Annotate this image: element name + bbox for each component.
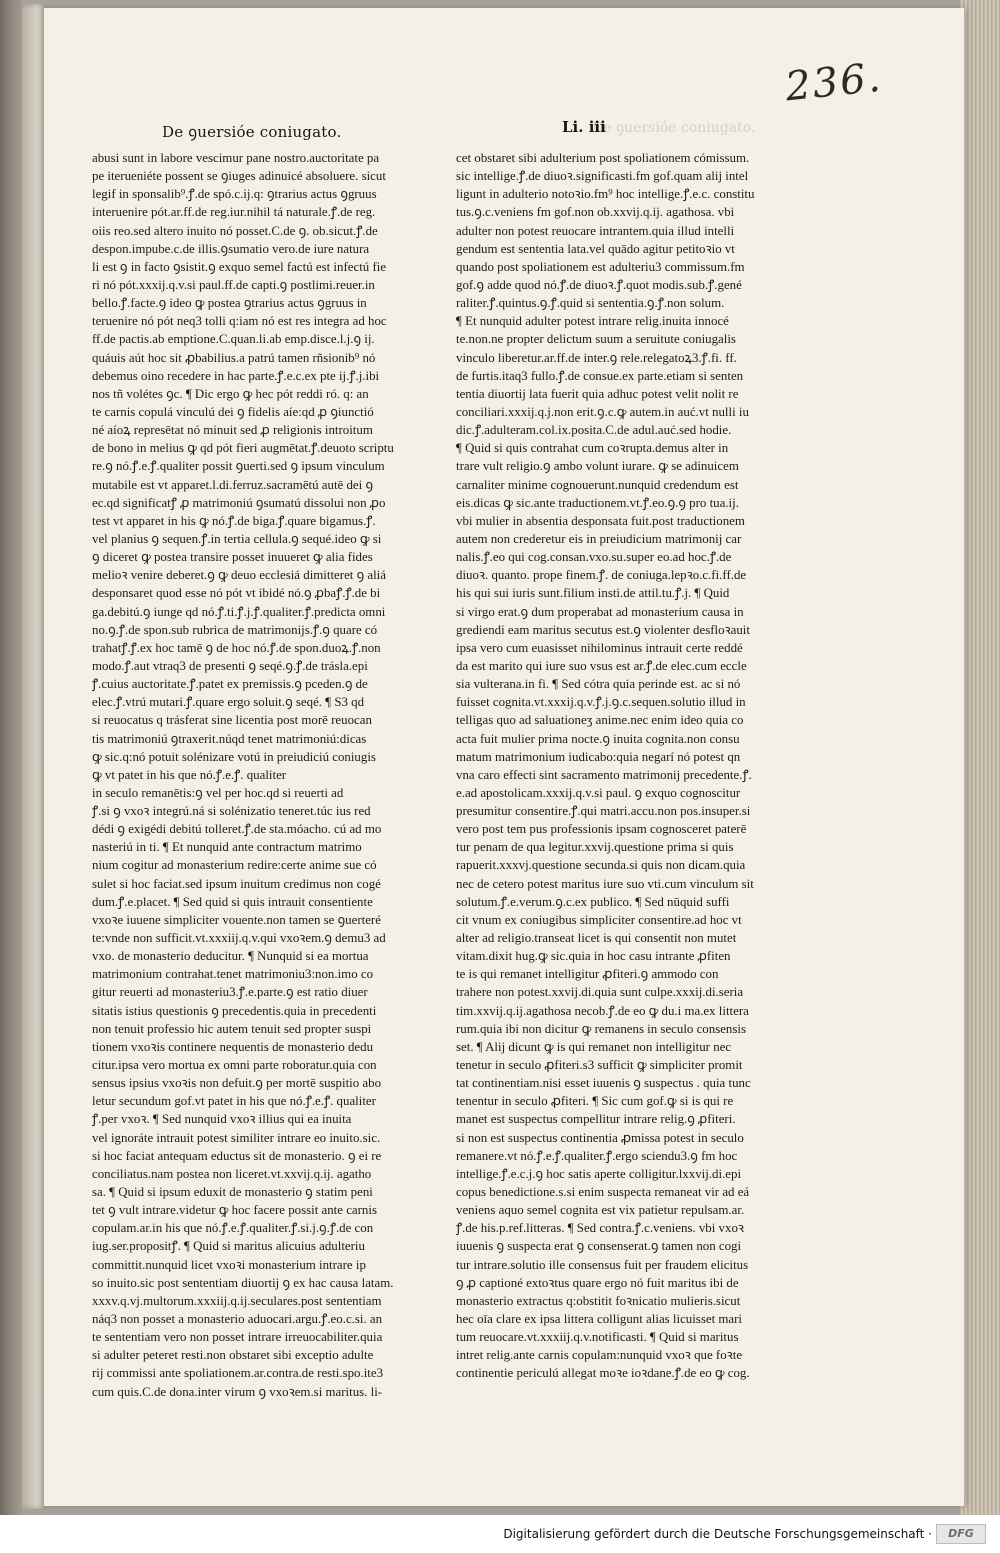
text-line: dic.ꝭ.adulteram.col.ix.posita.C.de adul.auć.sed hodie. bbox=[456, 423, 732, 438]
text-line: his qui sui iuris sunt.filium insti.de attil.tu.ꝭ.j. ¶ Quid bbox=[456, 586, 730, 601]
text-line: citur.ipsa vero mortua ex omni parte roboratur.quia con bbox=[92, 1058, 377, 1073]
footer-bar bbox=[0, 1515, 1000, 1553]
text-line: non tenuit professio hic autem tenuit sed propter suspi bbox=[92, 1021, 372, 1036]
text-line: si reuocatus q trásferat sine licentia post morē reuocan bbox=[92, 713, 372, 728]
text-line: melioꝛ venire deberet.ꝯ ꝙ deuo ecclesiá dimitteret ꝯ aliá bbox=[92, 568, 386, 583]
text-line: desponsaret quod esse nó pót vt ibidé nó.ꝯ ꝓbaꝭ.ꝭ.de bi bbox=[92, 586, 381, 601]
text-line: de furtis.itaq3 fullo.ꝭ.de consue.ex parte.etiam si senten bbox=[456, 368, 744, 383]
text-line: te is qui remanet intelligitur ꝓfiteri.ꝯ ammodo con bbox=[456, 967, 719, 982]
text-line: matum matrimonium iudicabo:quia negarí nó potest qn bbox=[456, 749, 741, 764]
text-line: sulet si hoc faciat.sed ipsum inuitum credimus non cogé bbox=[92, 876, 381, 891]
text-line: acta fuit mulier prima nocte.ꝯ inuita cognita.non consu bbox=[456, 731, 740, 746]
text-line: in seculo remanētis:ꝯ vel per hoc.qd si reuerti ad bbox=[92, 785, 344, 800]
text-line: si adulter peteret resti.non obstaret sibi exceptio adulte bbox=[92, 1348, 374, 1363]
text-line: sensus ipsius vxoꝛis non defuit.ꝯ per mortē suspitio abo bbox=[92, 1076, 382, 1091]
text-line: committit.nunquid licet vxoꝛi monasterium intrare ip bbox=[92, 1257, 366, 1272]
text-line: ipsa vero cum euasisset nihilominus intrauit certe reddé bbox=[456, 640, 743, 655]
text-line: ga.debitú.ꝯ iunge qd nó.ꝭ.ti.ꝭ.j.ꝭ.qualiter.ꝭ.predicta omni bbox=[92, 604, 386, 619]
text-line: gof.ꝯ adde quod nó.ꝭ.de diuoꝛ.ꝭ.quot modis.sub.ꝭ.gené bbox=[456, 277, 742, 292]
text-line: tat continentiam.nisi esset iuuenis ꝯ suspectus . quia tunc bbox=[456, 1076, 751, 1091]
text-line: so inuito.sic post sententiam diuortij ꝯ ex hac causa latam. bbox=[92, 1275, 394, 1290]
text-line: tenentur in seculo ꝓfiteri. ¶ Sic cum gof.ꝙ si is qui re bbox=[456, 1094, 734, 1109]
text-line: nium cogitur ad monasterium redire:certe anime sue có bbox=[92, 858, 377, 873]
text-line: debemus oino recedere in hac parte.ꝭ.e.c.ex pte ij.ꝭ.j.ibi bbox=[92, 368, 380, 383]
text-line: despon.impube.c.de illis.ꝯsumatio vero.de iure natura bbox=[92, 241, 370, 256]
text-line: ff.de pactis.ab emptione.C.quan.li.ab emp.disce.l.j.ꝯ ij. bbox=[92, 332, 375, 347]
text-line: vinculo liberetur.ar.ff.de inter.ꝯ rele.relegatoꝝ3.ꝭ.fi. ff. bbox=[456, 350, 737, 365]
text-line: carnaliter minime cognouerunt.nunquid credendum est bbox=[456, 477, 739, 492]
text-line: ligunt in adulterio notoꝛio.fm⁹ hoc intellige.ꝭ.e.c. constitu bbox=[456, 187, 755, 202]
text-line: sitatis istius questionis ꝯ precedentis.quia in precedenti bbox=[92, 1003, 377, 1018]
text-line: ꝙ sic.q:nó potuit solénizare votú in preiudiciú coniugis bbox=[92, 749, 376, 764]
text-line: gendum est sententia lata.vel quādo agitur petitoꝛio vt bbox=[456, 241, 735, 256]
text-line: conciliatus.nam postea non liceret.vt.xxvij.q.ij. agatho bbox=[92, 1166, 372, 1181]
text-line: adulter non potest reuocare intrantem.quia illud intelli bbox=[456, 223, 735, 238]
running-head: De ꝯuersióe coniugato. bbox=[162, 123, 342, 141]
text-line: te.non.ne propter delictum suum a seruitute coniugalis bbox=[456, 332, 736, 347]
text-line: rapuerit.xxxvj.questione secunda.si quis non dicam.quia bbox=[456, 858, 746, 873]
text-line: legif in sponsalib⁹.ꝭ.de spó.c.ij.q: ꝯtrarius actus ꝯgruus bbox=[92, 187, 377, 202]
text-line: no.ꝯ.ꝭ.de spon.sub rubrica de matrimonijs.ꝭ.ꝯ quare có bbox=[92, 622, 378, 637]
text-line: conciliari.xxxij.q.j.non erit.ꝯ.c.ꝙ autem.in auć.vt nulli iu bbox=[456, 404, 749, 419]
text-line: oiis reo.sed altero inuito nó posset.C.de ꝯ. ob.sicut.ꝭ.de bbox=[92, 223, 378, 238]
book-spine bbox=[0, 0, 22, 1515]
text-line: tur intrare.solutio ille consensus fuit per fraudem elicitus bbox=[456, 1257, 749, 1272]
text-line: ¶ Quid si quis contrahat cum coꝛrupta.demus alter in bbox=[456, 441, 729, 456]
text-line: veniens aquo semel cognita est vix patietur repulsam.ar. bbox=[456, 1203, 745, 1218]
text-line: vbi mulier in absentia desponsata fuit.post traductionem bbox=[456, 513, 745, 528]
text-line: abusi sunt in labore vescimur pane nostro.auctoritate pa bbox=[92, 151, 380, 165]
text-line: matrimonium contrahat.tenet matrimoniu3:non.imo co bbox=[92, 967, 374, 982]
show-through-text: De ꝯuersióe coniugato. bbox=[592, 120, 756, 136]
folio-signature: Li. iii bbox=[562, 118, 606, 136]
text-line: dum.ꝭ.e.placet. ¶ Sed quid si quis intrauit consentiente bbox=[92, 894, 373, 909]
text-line: rum.quia ibi non dicitur ꝙ remanens in seculo consensis bbox=[456, 1021, 746, 1036]
text-line: mutabile est vt apparet.l.di.ferruz.sacramētú autē dei ꝯ bbox=[92, 477, 374, 492]
text-line: da est marito qui iure suo vsus est ar.ꝭ.de elec.cum eccle bbox=[456, 658, 747, 673]
text-line: ꝯ diceret ꝙ postea transire posset inuueret ꝙ alia fides bbox=[92, 550, 373, 565]
text-line: letur secundum gof.vt patet in his que nó.ꝭ.e.ꝭ. qualiter bbox=[92, 1094, 376, 1109]
text-line: ꝯ ꝓ captioné extoꝛtus quare ergo nó fuit maritus ibi de bbox=[456, 1275, 739, 1290]
text-line: tur penam de qua legitur.xxvij.questione prima si quis bbox=[456, 840, 734, 855]
text-line: e.ad apostolicam.xxxij.q.v.si paul. ꝯ exquo cognoscitur bbox=[456, 785, 741, 800]
text-line: nalis.ꝭ.eo qui cog.consan.vxo.su.super eo.ad hoc.ꝭ.de bbox=[456, 550, 732, 565]
text-line: tim.xxvij.q.ij.agathosa necob.ꝭ.de eo ꝙ du.i ma.ex littera bbox=[456, 1003, 749, 1018]
text-line: hec oīa clare ex ipsa littera colligunt alias licuisset mari bbox=[456, 1312, 742, 1326]
text-line: li est ꝯ in facto ꝯsistit.ꝯ exquo semel factú est infectú fie bbox=[92, 259, 387, 274]
text-line: set. ¶ Alij dicunt ꝙ is qui remanet non intelligitur nec bbox=[456, 1039, 732, 1054]
text-line: elec.ꝭ.vtrú mutari.ꝭ.quare ergo soluit.ꝯ seqé. ¶ S3 qd bbox=[92, 695, 365, 710]
text-line: pe iterueniéte possent se ꝯiuges adinuicé absoluere. sicut bbox=[92, 169, 386, 184]
text-line: quáuis aút hoc sit ꝓbabilius.a patrú tamen rñsionib⁹ nó bbox=[92, 350, 376, 365]
text-line: trahatꝭ.ꝭ.ex hoc tamē ꝯ de hoc nó.ꝭ.de spon.duoꝝ.ꝭ.non bbox=[92, 640, 381, 655]
text-line: si hoc faciat antequam eductus sit de monasterio. ꝯ ei re bbox=[92, 1148, 382, 1163]
text-line: ꝭ.si ꝯ vxoꝛ integrú.ná si solénizatio teneret.túc ius red bbox=[92, 804, 371, 819]
text-line: ec.qd significatꝭ ꝓ matrimoniú ꝯsumatú dissolui non ꝓo bbox=[92, 495, 386, 510]
text-line: diuoꝛ. quanto. prope finem.ꝭ. de coniuga.lepꝛo.c.fi.ff.de bbox=[456, 568, 747, 583]
text-line: interuenire pót.ar.ff.de reg.iur.nihil tá naturale.ꝭ.de reg. bbox=[92, 205, 376, 220]
text-column-right bbox=[456, 149, 768, 1549]
text-line: copus benedictione.s.si enim suspecta remaneat vir ad eá bbox=[456, 1185, 750, 1200]
text-line: bello.ꝭ.facte.ꝯ ideo ꝙ postea ꝯtrarius actus ꝯgruus in bbox=[92, 296, 367, 311]
text-line: ¶ Et nunquid adulter potest intrare relig.inuita innocé bbox=[456, 314, 729, 329]
text-line: alter ad religio.transeat licet is qui consentit non mutet bbox=[456, 931, 737, 946]
text-line: tis matrimoniú ꝯtraxerit.núqd tenet matrimoniú:dicas bbox=[92, 731, 367, 746]
text-line: tentia diuortij lata fuerit quia adhuc potest velit nolit re bbox=[456, 386, 739, 401]
text-line: grediendi eam maritus secutus est.ꝯ violenter desfloꝛauit bbox=[456, 622, 750, 637]
text-line: nos tñ volétes ꝯc. ¶ Dic ergo ꝙ hec pót reddi ró. q: an bbox=[92, 386, 369, 401]
text-line: vxoꝛe iuuene simpliciter vouente.non tamen se ꝯuerteré bbox=[92, 912, 381, 927]
text-line: sa. ¶ Quid si ipsum eduxit de monasterio ꝯ statim peni bbox=[92, 1185, 373, 1200]
text-line: ꝭ.de his.p.ref.litteras. ¶ Sed contra.ꝭ.c.veniens. vbi vxoꝛ bbox=[456, 1221, 745, 1236]
text-line: vero post tem pus professionis ipsam cognosceret paterē bbox=[456, 822, 747, 837]
text-line: ꝭ.cuius auctoritate.ꝭ.patet ex premissis.ꝯ pceden.ꝯ de bbox=[92, 677, 368, 692]
text-line: copulam.ar.in his que nó.ꝭ.e.ꝭ.qualiter.ꝭ.si.j.ꝯ.ꝭ.de con bbox=[92, 1221, 374, 1236]
text-line: né aíoꝝ represētat nó minuit sed ꝓ religionis introitum bbox=[92, 423, 373, 438]
text-line: trare vult religio.ꝯ ambo volunt iurare. ꝙ se adinuicem bbox=[456, 459, 739, 474]
text-line: nec de cetero potest maritus iure suo vti.cum vinculum sit bbox=[456, 876, 754, 891]
text-line: de bono in melius ꝙ qd pót fieri augmētat.ꝭ.deuoto scriptu bbox=[92, 441, 394, 456]
text-line: nasteriú in ti. ¶ Et nunquid ante contractum matrimo bbox=[92, 840, 362, 855]
text-line: solutum.ꝭ.e.verum.ꝯ.c.ex publico. ¶ Sed nūquid suffi bbox=[456, 894, 730, 909]
previous-page-edge bbox=[22, 4, 46, 1509]
text-line: si non est suspectus continentia ꝓmissa potest in seculo bbox=[456, 1130, 744, 1145]
text-line: autem non crederetur eis in preiudicium matrimonij car bbox=[456, 531, 742, 546]
funding-note: Digitalisierung gefördert durch die Deutsche Forschungsgemeinschaft · bbox=[503, 1527, 932, 1541]
text-line: vel planius ꝯ sequen.ꝭ.in tertia cellula.ꝯ sequé.ideo ꝙ si bbox=[92, 531, 382, 546]
text-line: iug.ser.propositꝭ. ¶ Quid si maritus alicuius adulteriu bbox=[92, 1239, 365, 1254]
text-line: remanere.vt nó.ꝭ.e.ꝭ.qualiter.ꝭ.ergo sciendu3.ꝯ fm hoc bbox=[456, 1148, 738, 1163]
text-line: quando post spoliationem est adulteriu3 commissum.fm bbox=[456, 259, 745, 274]
text-line: vna caro effecti sint sacramento matrimonij precedente.ꝭ. bbox=[456, 767, 752, 782]
text-line: cet obstaret sibi adulterium post spoliationem cómissum. bbox=[456, 151, 750, 165]
text-line: te sententiam vero non posset intrare irreuocabiliter.quia bbox=[92, 1330, 383, 1345]
text-line: te carnis copulá vinculú dei ꝯ fidelis aíe:qd ꝓ ꝯiunctió bbox=[92, 404, 374, 419]
text-line: sia vulterana.in fi. ¶ Sed cótra quia perinde est. ac si nó bbox=[456, 677, 741, 692]
handwritten-folio-number: 236. bbox=[783, 54, 885, 111]
text-line: náq3 non posset a monasterio aduocari.argu.ꝭ.eo.c.si. an bbox=[92, 1312, 383, 1326]
text-line: telligas quo ad saluationeʒ anime.nec enim ideo quia co bbox=[456, 713, 744, 728]
page-stack-edge bbox=[960, 0, 1000, 1515]
text-line: tum reuocare.vt.xxxiij.q.v.notificasti. ¶ Quid si maritus bbox=[456, 1330, 739, 1345]
text-line: rij commissi ante spoliationem.ar.contra.de resti.spo.ite3 bbox=[92, 1366, 384, 1381]
text-line: continentie periculú allegat moꝛe ioꝛdane.ꝭ.de eo ꝙ cog. bbox=[456, 1366, 750, 1381]
text-line: cit vnum ex coniugibus simpliciter consentire.ad hoc vt bbox=[456, 912, 742, 927]
text-column-left bbox=[92, 149, 400, 1549]
text-line: cum quis.C.de dona.inter virum ꝯ vxoꝛem.si maritus. li- bbox=[92, 1384, 383, 1399]
text-line: intret relig.ante carnis copulam:nunquid vxoꝛ que foꝛte bbox=[456, 1348, 743, 1363]
text-line: xxxv.q.vj.multorum.xxxiij.q.ij.seculares.post sententiam bbox=[92, 1293, 382, 1308]
text-line: tionem vxoꝛis continere nequentis de monasterio dedu bbox=[92, 1039, 374, 1054]
text-line: modo.ꝭ.aut vtraq3 de presenti ꝯ seqé.ꝯ.ꝭ.de trásla.epi bbox=[92, 658, 368, 673]
dfg-logo: DFG bbox=[936, 1524, 986, 1544]
text-line: tus.ꝯ.c.veniens fm gof.non ob.xxvij.q.ij. agathosa. vbi bbox=[456, 205, 735, 220]
text-line: fuisset cognita.vt.xxxij.q.v.ꝭ.j.ꝯ.c.sequen.solutio illud in bbox=[456, 695, 746, 710]
text-line: vitam.dixit hug.ꝙ sic.quia in hoc casu intrante ꝓfiten bbox=[456, 949, 731, 964]
text-line: vxo. de monasterio deducitur. ¶ Nunquid si ea mortua bbox=[92, 949, 369, 964]
text-line: teruenire nó pót neq3 tolli q:iam nó est res integra ad hoc bbox=[92, 314, 387, 329]
text-line: manet est suspectus compellitur intrare relig.ꝯ ꝓfiteri. bbox=[456, 1112, 736, 1127]
text-line: dédi ꝯ exigédi debitú tolleret.ꝭ.de sta.móacho. cú ad mo bbox=[92, 822, 382, 837]
text-line: test vt apparet in his ꝙ nó.ꝭ.de biga.ꝭ.quare bigamus.ꝭ. bbox=[92, 513, 376, 528]
text-line: tet ꝯ vult intrare.videtur ꝙ hoc facere possit ante carnis bbox=[92, 1203, 377, 1218]
text-line: iuuenis ꝯ suspecta erat ꝯ consenserat.ꝯ tamen non cogi bbox=[456, 1239, 742, 1254]
text-line: ꝭ.per vxoꝛ. ¶ Sed nunquid vxoꝛ illius qui ea inuita bbox=[92, 1112, 352, 1127]
text-line: vel ignoráte intrauit potest similiter intrare eo inuito.sic. bbox=[92, 1130, 381, 1145]
text-line: re.ꝯ nó.ꝭ.e.ꝭ.qualiter possit ꝯuerti.sed ꝯ ipsum vinculum bbox=[92, 459, 385, 474]
text-line: raliter.ꝭ.quintus.ꝯ.ꝭ.quid si sententia.ꝯ.ꝭ.non solum. bbox=[456, 296, 725, 311]
text-line: tenetur in seculo ꝓfiteri.s3 sufficit ꝙ simpliciter promit bbox=[456, 1058, 743, 1073]
text-line: eis.dicas ꝙ sic.ante traductionem.vt.ꝭ.eo.ꝯ.ꝯ pro tua.ij. bbox=[456, 495, 739, 510]
text-line: si virgo erat.ꝯ dum properabat ad monasterium causa in bbox=[456, 604, 744, 619]
text-line: te:vnde non sufficit.vt.xxxiij.q.v.qui vxoꝛem.ꝯ demu3 ad bbox=[92, 931, 386, 946]
text-line: monasterio extractus q:obstitit foꝛnicatio mulieris.sicut bbox=[456, 1293, 741, 1308]
text-line: sic intellige.ꝭ.de diuoꝛ.significasti.fm gof.quam alij intel bbox=[456, 169, 749, 184]
text-line: gitur reuerti ad monasteriu3.ꝭ.e.parte.ꝯ est ratio diuer bbox=[92, 985, 368, 1000]
text-line: presumitur consentire.ꝭ.qui matri.accu.non pos.insuper.si bbox=[456, 804, 751, 819]
text-line: ꝙ vt patet in his que nó.ꝭ.e.ꝭ. qualiter bbox=[92, 767, 287, 782]
text-line: trahere non potest.xxvij.di.quia sunt culpe.xxxij.di.seria bbox=[456, 985, 744, 1000]
text-line: ri nó pót.xxxij.q.v.si paul.ff.de capti.ꝯ postlimi.reuer.in bbox=[92, 277, 375, 292]
text-line: intellige.ꝭ.e.c.j.ꝯ hoc satis aperte colligitur.lxxvij.di.epi bbox=[456, 1166, 742, 1181]
